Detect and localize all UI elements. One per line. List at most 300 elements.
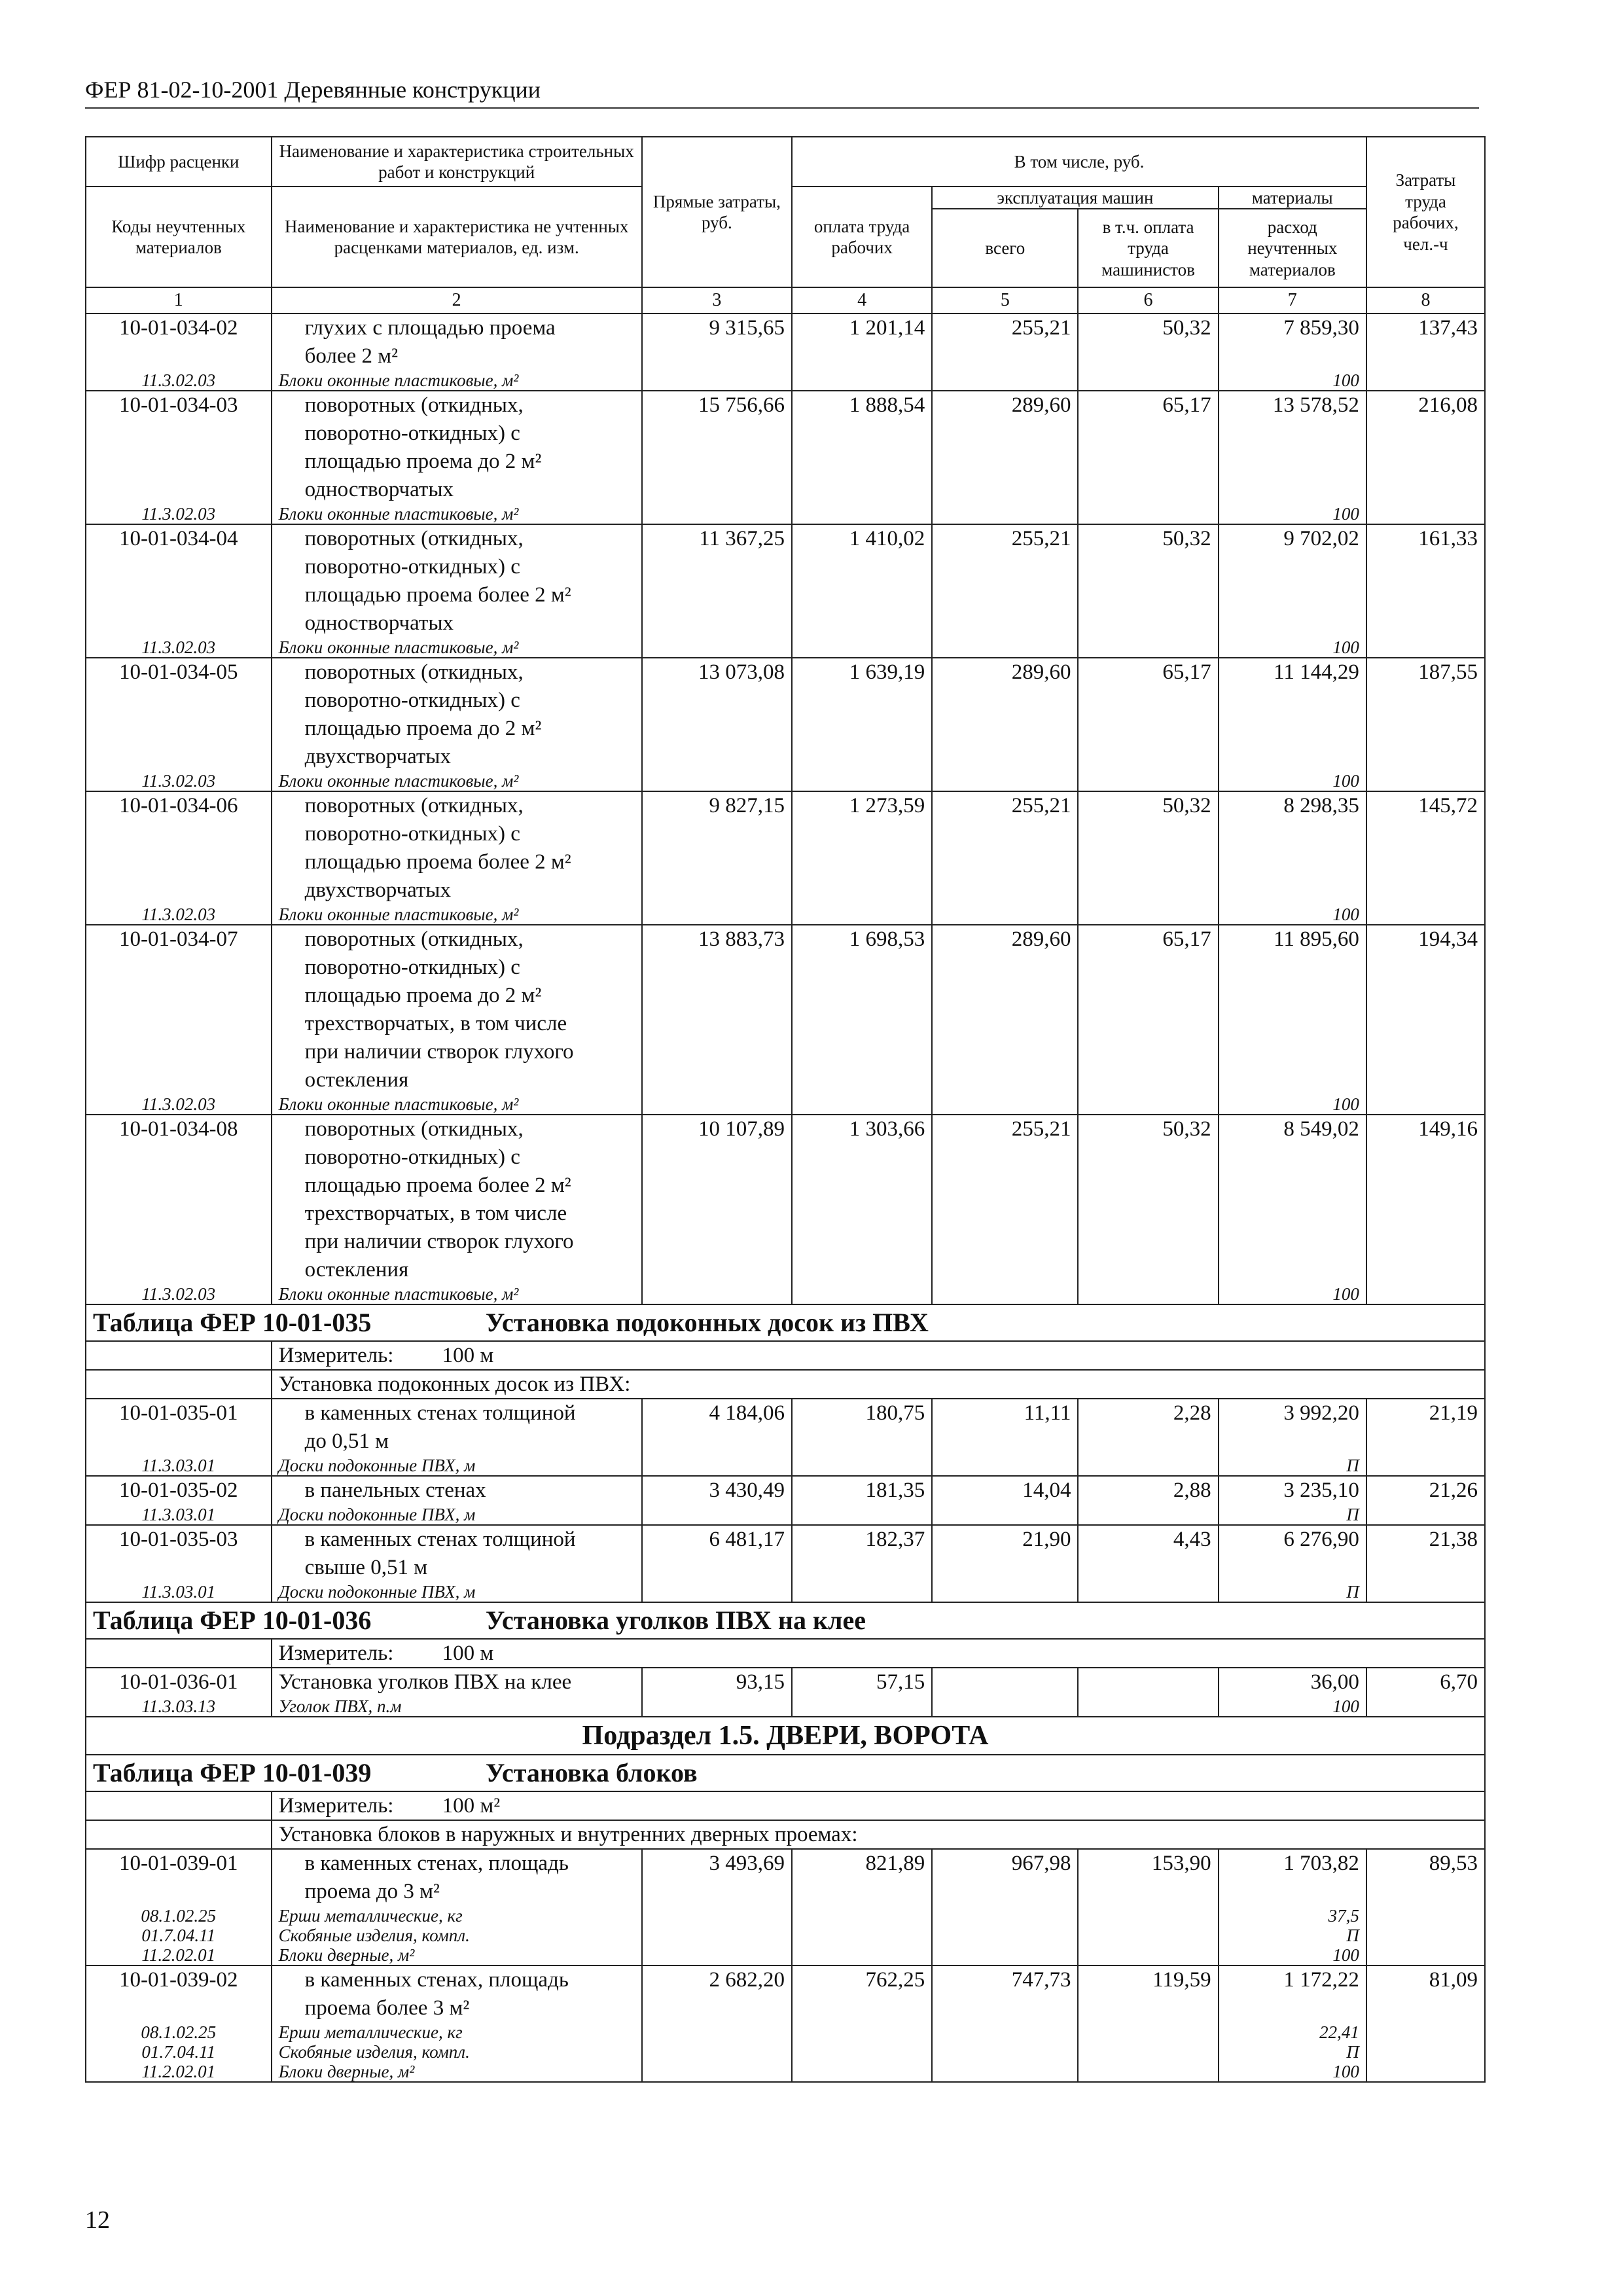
- empty-cell: [1366, 1906, 1485, 1926]
- worker-wage: 182,37: [792, 1525, 932, 1582]
- labor-hours: 161,33: [1366, 524, 1485, 637]
- table-number: Таблица ФЕР 10-01-036: [93, 1605, 372, 1635]
- section-title: Подраздел 1.5. ДВЕРИ, ВОРОТА: [86, 1717, 1485, 1755]
- empty-cell: [642, 370, 792, 391]
- direct-cost: 3 493,69: [642, 1849, 792, 1906]
- measure-label: Измеритель:: [278, 1641, 394, 1665]
- measure-label: Измеритель:: [278, 1343, 394, 1367]
- rate-row: [86, 658, 1485, 771]
- empty-cell: [932, 637, 1078, 658]
- empty-cell: [792, 1456, 932, 1476]
- material-row: [86, 905, 1485, 925]
- material-quantity: П: [1219, 1582, 1366, 1602]
- material-quantity: 100: [1219, 504, 1366, 524]
- rate-name: [272, 1525, 642, 1582]
- rate-row: [86, 391, 1485, 504]
- machine-cost: 11,11: [932, 1399, 1078, 1456]
- table-title: Установка уголков ПВХ на клее: [486, 1605, 866, 1635]
- machine-cost: 14,04: [932, 1476, 1078, 1505]
- empty-cell: [932, 370, 1078, 391]
- material-quantity: П: [1219, 1505, 1366, 1525]
- labor-hours: 194,34: [1366, 925, 1485, 1094]
- rate-name-line: площадью проема более 2 м²: [304, 583, 571, 607]
- material-row: [86, 1456, 1485, 1476]
- material-quantity: 100: [1219, 905, 1366, 925]
- empty-cell: [642, 1696, 792, 1717]
- empty-cell: [1366, 771, 1485, 791]
- table-035-rows: [86, 1399, 1485, 1602]
- empty-cell: [642, 1094, 792, 1115]
- measure-value: 100 м: [442, 1343, 494, 1367]
- material-code: 11.3.02.03: [86, 771, 272, 791]
- table-title-row: [86, 1602, 1485, 1639]
- measure-row: [86, 1791, 1485, 1820]
- direct-cost: 6 481,17: [642, 1525, 792, 1582]
- rate-name: [272, 524, 642, 637]
- machinist-wage: 65,17: [1078, 658, 1218, 771]
- rate-name-line: площадью проема более 2 м²: [304, 850, 571, 874]
- head-mach-total: всего: [932, 209, 1078, 287]
- rate-name: [272, 925, 642, 1094]
- direct-cost: 13 883,73: [642, 925, 792, 1094]
- empty-cell: [932, 1926, 1078, 1945]
- table-title: Установка подоконных досок из ПВХ: [486, 1307, 929, 1337]
- machinist-wage: 4,43: [1078, 1525, 1218, 1582]
- materials-cost: 3 235,10: [1219, 1476, 1366, 1505]
- head-code-bottom: Коды неучтенных материалов: [86, 187, 272, 287]
- empty-cell: [792, 2022, 932, 2042]
- rate-name-line: до 0,51 м: [304, 1429, 389, 1453]
- table-title-row: [86, 1755, 1485, 1791]
- materials-cost: 11 144,29: [1219, 658, 1366, 771]
- empty-cell: [642, 905, 792, 925]
- column-number: 5: [932, 287, 1078, 314]
- worker-wage: 1 888,54: [792, 391, 932, 504]
- rate-row: [86, 314, 1485, 370]
- material-code: 11.3.02.03: [86, 637, 272, 658]
- empty-cell: [642, 1945, 792, 1965]
- rate-row: [86, 1668, 1485, 1696]
- empty-cell: [1078, 1906, 1218, 1926]
- rate-name-line: двухстворчатых: [304, 744, 451, 768]
- materials-cost: 13 578,52: [1219, 391, 1366, 504]
- empty-cell: [642, 1505, 792, 1525]
- head-mach-wage: в т.ч. оплата труда машинистов: [1078, 209, 1218, 287]
- rate-code: 10-01-036-01: [86, 1668, 272, 1696]
- rate-name-line: остекления: [304, 1257, 409, 1282]
- empty-cell: [1366, 1945, 1485, 1965]
- empty-cell: [932, 2022, 1078, 2042]
- machine-cost: 289,60: [932, 658, 1078, 771]
- rate-name-line: двухстворчатых: [304, 878, 451, 902]
- empty-cell: [1366, 905, 1485, 925]
- direct-cost: 2 682,20: [642, 1965, 792, 2022]
- empty-cell: [1078, 1094, 1218, 1115]
- material-code: 08.1.02.25: [86, 2022, 272, 2042]
- machine-cost: 289,60: [932, 925, 1078, 1094]
- material-code: 11.2.02.01: [86, 1945, 272, 1965]
- empty-cell: [642, 1456, 792, 1476]
- rate-code: 10-01-034-06: [86, 791, 272, 905]
- rate-name: [272, 1965, 642, 2022]
- rate-name-line: поворотно-откидных) с: [304, 821, 520, 846]
- rate-code: 10-01-034-05: [86, 658, 272, 771]
- empty-cell: [932, 1906, 1078, 1926]
- machinist-wage: [1078, 1668, 1218, 1696]
- rate-code: 10-01-035-02: [86, 1476, 272, 1505]
- empty-cell: [1078, 637, 1218, 658]
- column-number: 7: [1219, 287, 1366, 314]
- material-name: Скобяные изделия, компл.: [272, 2042, 642, 2062]
- worker-wage: 57,15: [792, 1668, 932, 1696]
- worker-wage: 821,89: [792, 1849, 932, 1906]
- rate-name-line: поворотных (откидных,: [304, 793, 524, 817]
- material-quantity: 100: [1219, 1284, 1366, 1304]
- materials-cost: 7 859,30: [1219, 314, 1366, 370]
- empty-cell: [792, 1582, 932, 1602]
- empty-cell: [642, 2042, 792, 2062]
- rate-row: [86, 1849, 1485, 1906]
- material-row: [86, 637, 1485, 658]
- empty-cell: [642, 637, 792, 658]
- empty-cell: [1078, 1582, 1218, 1602]
- rate-code: 10-01-039-02: [86, 1965, 272, 2022]
- machine-cost: 255,21: [932, 791, 1078, 905]
- table-036-title-block: [86, 1602, 1485, 1668]
- material-quantity: 100: [1219, 370, 1366, 391]
- materials-cost: 11 895,60: [1219, 925, 1366, 1094]
- materials-cost: 36,00: [1219, 1668, 1366, 1696]
- material-name: Доски подоконные ПВХ, м: [272, 1456, 642, 1476]
- rate-name-line: трехстворчатых, в том числе: [304, 1011, 567, 1035]
- rate-code: 10-01-034-04: [86, 524, 272, 637]
- labor-hours: 81,09: [1366, 1965, 1485, 2022]
- rate-name-line: проема более 3 м²: [304, 1996, 470, 2020]
- material-row: [86, 504, 1485, 524]
- empty-cell: [1366, 1284, 1485, 1304]
- rate-name: [272, 791, 642, 905]
- measure-row: [86, 1341, 1485, 1370]
- labor-hours: 145,72: [1366, 791, 1485, 905]
- material-name: Блоки дверные, м²: [272, 1945, 642, 1965]
- direct-cost: 11 367,25: [642, 524, 792, 637]
- rate-name: [272, 314, 642, 370]
- rate-name-line: проема до 3 м²: [304, 1879, 440, 1903]
- empty-cell: [932, 1696, 1078, 1717]
- direct-cost: 15 756,66: [642, 391, 792, 504]
- material-row: [86, 1094, 1485, 1115]
- material-quantity: 100: [1219, 1094, 1366, 1115]
- material-quantity: 100: [1219, 637, 1366, 658]
- column-numbers-row: [86, 287, 1485, 314]
- page-number: 12: [85, 2206, 110, 2234]
- table-number: Таблица ФЕР 10-01-035: [93, 1307, 372, 1337]
- material-name: Доски подоконные ПВХ, м: [272, 1582, 642, 1602]
- materials-cost: 9 702,02: [1219, 524, 1366, 637]
- direct-cost: 93,15: [642, 1668, 792, 1696]
- head-machines: эксплуатация машин: [932, 187, 1218, 209]
- material-row: [86, 1906, 1485, 1926]
- direct-cost: 4 184,06: [642, 1399, 792, 1456]
- labor-hours: 216,08: [1366, 391, 1485, 504]
- rate-name-line: трехстворчатых, в том числе: [304, 1201, 567, 1225]
- material-name: Блоки оконные пластиковые, м²: [272, 504, 642, 524]
- empty-cell: [792, 905, 932, 925]
- head-labor: Затраты труда рабочих, чел.-ч: [1366, 137, 1485, 287]
- rate-name-line: площадью проема до 2 м²: [304, 449, 542, 473]
- empty-cell: [1078, 1456, 1218, 1476]
- worker-wage: 1 303,66: [792, 1115, 932, 1284]
- table-035-title-block: [86, 1304, 1485, 1399]
- empty-cell: [1366, 2022, 1485, 2042]
- material-code: 01.7.04.11: [86, 1926, 272, 1945]
- empty-cell: [932, 2062, 1078, 2082]
- document-header: ФЕР 81-02-10-2001 Деревянные конструкции: [85, 76, 1479, 109]
- material-code: 11.3.02.03: [86, 1284, 272, 1304]
- empty-cell: [932, 771, 1078, 791]
- head-materials: материалы: [1219, 187, 1366, 209]
- empty-cell: [642, 771, 792, 791]
- materials-cost: 1 172,22: [1219, 1965, 1366, 2022]
- labor-hours: 21,19: [1366, 1399, 1485, 1456]
- empty-cell: [1366, 504, 1485, 524]
- price-table: [85, 136, 1486, 2083]
- measure-value: 100 м: [442, 1641, 494, 1665]
- material-code: 11.3.02.03: [86, 905, 272, 925]
- empty-cell: [642, 1906, 792, 1926]
- material-name: Ерши металлические, кг: [272, 2022, 642, 2042]
- table-039-rows: [86, 1849, 1485, 2082]
- machinist-wage: 65,17: [1078, 925, 1218, 1094]
- rate-row: [86, 1476, 1485, 1505]
- head-code-top: Шифр расценки: [86, 137, 272, 187]
- empty-cell: [1366, 1582, 1485, 1602]
- material-name: Блоки оконные пластиковые, м²: [272, 1094, 642, 1115]
- material-quantity: П: [1219, 1926, 1366, 1945]
- empty-cell: [1078, 771, 1218, 791]
- rate-name: [272, 1668, 642, 1696]
- empty-cell: [792, 370, 932, 391]
- material-quantity: 100: [1219, 1945, 1366, 1965]
- material-name: Уголок ПВХ, п.м: [272, 1696, 642, 1717]
- rate-name-line: поворотно-откидных) с: [304, 955, 520, 979]
- rate-name-line: в панельных стенах: [304, 1478, 486, 1502]
- empty-cell: [792, 2042, 932, 2062]
- worker-wage: 1 410,02: [792, 524, 932, 637]
- material-name: Доски подоконные ПВХ, м: [272, 1505, 642, 1525]
- section-block: [86, 1717, 1485, 1849]
- machine-cost: 967,98: [932, 1849, 1078, 1906]
- material-name: Ерши металлические, кг: [272, 1906, 642, 1926]
- empty-cell: [1078, 370, 1218, 391]
- rate-name-line: свыше 0,51 м: [304, 1555, 428, 1579]
- worker-wage: 762,25: [792, 1965, 932, 2022]
- empty-cell: [1366, 1505, 1485, 1525]
- rate-name-line: поворотных (откидных,: [304, 393, 524, 417]
- head-name-top: Наименование и характеристика строительных работ и конструкций: [272, 137, 642, 187]
- rate-name-line: поворотных (откидных,: [304, 927, 524, 951]
- machinist-wage: 50,32: [1078, 1115, 1218, 1284]
- table-number: Таблица ФЕР 10-01-039: [93, 1757, 372, 1787]
- machinist-wage: 153,90: [1078, 1849, 1218, 1906]
- rate-name-line: площадью проема до 2 м²: [304, 983, 542, 1007]
- empty-cell: [932, 905, 1078, 925]
- empty-cell: [792, 1094, 932, 1115]
- column-number: 6: [1078, 287, 1218, 314]
- rate-row: [86, 1399, 1485, 1456]
- material-code: 11.2.02.01: [86, 2062, 272, 2082]
- rate-row: [86, 791, 1485, 905]
- rate-name-line: поворотно-откидных) с: [304, 421, 520, 445]
- worker-wage: 180,75: [792, 1399, 932, 1456]
- empty-cell: [1078, 1696, 1218, 1717]
- measure-row: [86, 1639, 1485, 1668]
- material-code: 11.3.02.03: [86, 504, 272, 524]
- machine-cost: 255,21: [932, 524, 1078, 637]
- rate-row: [86, 1525, 1485, 1582]
- machinist-wage: 50,32: [1078, 314, 1218, 370]
- column-number: 8: [1366, 287, 1485, 314]
- material-row: [86, 370, 1485, 391]
- rate-code: 10-01-035-01: [86, 1399, 272, 1456]
- material-row: [86, 1284, 1485, 1304]
- table-title-row: [86, 1304, 1485, 1341]
- empty-cell: [792, 1945, 932, 1965]
- empty-cell: [932, 1456, 1078, 1476]
- labor-hours: 137,43: [1366, 314, 1485, 370]
- material-quantity: П: [1219, 1456, 1366, 1476]
- material-quantity: 22,41: [1219, 2022, 1366, 2042]
- rate-row: [86, 1115, 1485, 1284]
- material-quantity: 37,5: [1219, 1906, 1366, 1926]
- rate-code: 10-01-034-07: [86, 925, 272, 1094]
- head-wage: оплата труда рабочих: [792, 187, 932, 287]
- empty-cell: [1078, 2062, 1218, 2082]
- empty-cell: [1078, 2042, 1218, 2062]
- table-034-rows: [86, 314, 1485, 1304]
- material-row: [86, 1505, 1485, 1525]
- worker-wage: 181,35: [792, 1476, 932, 1505]
- empty-cell: [932, 1094, 1078, 1115]
- empty-cell: [932, 504, 1078, 524]
- rate-name-line: поворотных (откидных,: [304, 526, 524, 550]
- rate-name-line: в каменных стенах толщиной: [304, 1401, 576, 1425]
- rate-name: [272, 658, 642, 771]
- empty-cell: [1366, 637, 1485, 658]
- rate-code: 10-01-034-08: [86, 1115, 272, 1284]
- worker-wage: 1 639,19: [792, 658, 932, 771]
- empty-cell: [792, 771, 932, 791]
- material-name: Блоки оконные пластиковые, м²: [272, 637, 642, 658]
- material-code: 11.3.03.01: [86, 1582, 272, 1602]
- rate-name: [272, 391, 642, 504]
- direct-cost: 3 430,49: [642, 1476, 792, 1505]
- empty-cell: [1078, 2022, 1218, 2042]
- empty-cell: [642, 1284, 792, 1304]
- material-quantity: 100: [1219, 1696, 1366, 1717]
- empty-cell: [792, 1505, 932, 1525]
- rate-name-line: в каменных стенах, площадь: [304, 1851, 569, 1875]
- rate-name: [272, 1115, 642, 1284]
- group-title: Установка подоконных досок из ПВХ:: [272, 1370, 1485, 1399]
- empty-cell: [792, 637, 932, 658]
- rate-name-line: остекления: [304, 1067, 409, 1092]
- labor-hours: 149,16: [1366, 1115, 1485, 1284]
- rate-name-line: поворотных (откидных,: [304, 1117, 524, 1141]
- direct-cost: 10 107,89: [642, 1115, 792, 1284]
- rate-code: 10-01-034-03: [86, 391, 272, 504]
- rate-name-line: глухих с площадью проема: [304, 315, 556, 340]
- labor-hours: 187,55: [1366, 658, 1485, 771]
- measure-label: Измеритель:: [278, 1793, 394, 1818]
- empty-cell: [792, 2062, 932, 2082]
- material-code: 11.3.02.03: [86, 370, 272, 391]
- materials-cost: 6 276,90: [1219, 1525, 1366, 1582]
- direct-cost: 13 073,08: [642, 658, 792, 771]
- empty-cell: [792, 1906, 932, 1926]
- empty-cell: [932, 1582, 1078, 1602]
- rate-row: [86, 524, 1485, 637]
- column-number: 3: [642, 287, 792, 314]
- labor-hours: 6,70: [1366, 1668, 1485, 1696]
- material-quantity: 100: [1219, 771, 1366, 791]
- machine-cost: 747,73: [932, 1965, 1078, 2022]
- head-materials-sub: расход неучтенных материалов: [1219, 209, 1366, 287]
- column-number: 2: [272, 287, 642, 314]
- empty-cell: [792, 504, 932, 524]
- labor-hours: 21,26: [1366, 1476, 1485, 1505]
- rate-name-line: Установка уголков ПВХ на клее: [278, 1670, 572, 1694]
- machine-cost: [932, 1668, 1078, 1696]
- rate-name-line: поворотных (откидных,: [304, 660, 524, 684]
- material-code: 11.3.03.13: [86, 1696, 272, 1717]
- rate-name-line: при наличии створок глухого: [304, 1229, 574, 1253]
- rate-name-line: одностворчатых: [304, 611, 454, 635]
- rate-name-line: при наличии створок глухого: [304, 1039, 574, 1064]
- machinist-wage: 50,32: [1078, 524, 1218, 637]
- empty-cell: [1078, 1926, 1218, 1945]
- rate-code: 10-01-034-02: [86, 314, 272, 370]
- machinist-wage: 2,88: [1078, 1476, 1218, 1505]
- material-quantity: П: [1219, 2042, 1366, 2062]
- material-row: [86, 2042, 1485, 2062]
- empty-cell: [642, 504, 792, 524]
- head-name-bottom: Наименование и характеристика не учтенных расценками материалов, ед. изм.: [272, 187, 642, 287]
- machinist-wage: 50,32: [1078, 791, 1218, 905]
- material-code: 11.3.03.01: [86, 1505, 272, 1525]
- rate-name-line: площадью проема до 2 м²: [304, 716, 542, 740]
- empty-cell: [1366, 1456, 1485, 1476]
- rate-row: [86, 1965, 1485, 2022]
- rate-name-line: поворотно-откидных) с: [304, 1145, 520, 1169]
- machinist-wage: 119,59: [1078, 1965, 1218, 2022]
- material-name: Блоки оконные пластиковые, м²: [272, 905, 642, 925]
- machine-cost: 255,21: [932, 314, 1078, 370]
- materials-cost: 1 703,82: [1219, 1849, 1366, 1906]
- material-row: [86, 1696, 1485, 1717]
- rate-name: [272, 1399, 642, 1456]
- empty-cell: [792, 1696, 932, 1717]
- empty-cell: [642, 1582, 792, 1602]
- rate-name-line: в каменных стенах толщиной: [304, 1527, 576, 1551]
- labor-hours: 21,38: [1366, 1525, 1485, 1582]
- empty-cell: [932, 1945, 1078, 1965]
- group-row: [86, 1370, 1485, 1399]
- material-name: Блоки оконные пластиковые, м²: [272, 370, 642, 391]
- material-row: [86, 1926, 1485, 1945]
- column-number: 1: [86, 287, 272, 314]
- machine-cost: 255,21: [932, 1115, 1078, 1284]
